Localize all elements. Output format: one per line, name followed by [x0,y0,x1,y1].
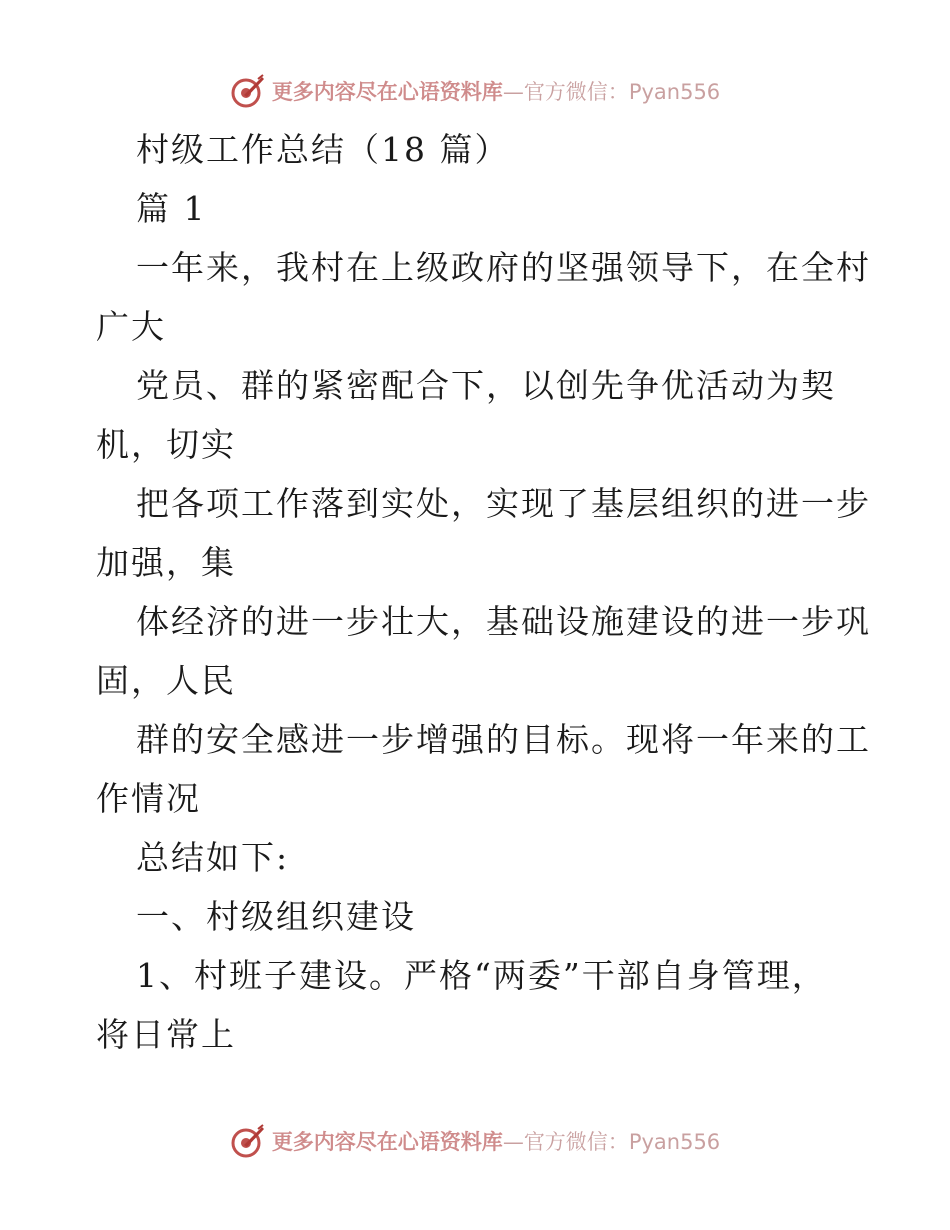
document-line: 篇 1 [136,189,207,228]
document-line: 一年来，我村在上级政府的坚强领导下，在全村 [136,248,871,287]
quill-logo-icon [230,1123,266,1159]
document-line: 将日常上 [96,1015,236,1054]
quill-logo-icon [230,73,266,109]
banner-text: 更多内容尽在心语资料库—官方微信：Pyan556 [271,1130,721,1154]
document-line: 机，切实 [96,425,236,464]
document-body [96,120,871,1064]
header-watermark-banner [0,71,950,111]
document-line: 体经济的进一步壮大，基础设施建设的进一步巩 [136,602,871,641]
document-line: 总结如下: [136,838,290,877]
document-line: 村级工作总结（18 篇） [136,130,510,169]
banner-text: 更多内容尽在心语资料库—官方微信：Pyan556 [271,80,721,104]
document-line: 党员、群的紧密配合下，以创先争优活动为契 [136,366,836,405]
document-line: 一、村级组织建设 [136,897,416,936]
document-line: 广大 [96,307,166,346]
document-line: 固，人民 [96,661,236,700]
document-line: 加强，集 [96,543,236,582]
footer-watermark-banner [0,1121,950,1161]
document-line: 1、村班子建设。严格“两委”干部自身管理， [136,956,827,995]
document-line: 把各项工作落到实处，实现了基层组织的进一步 [136,484,871,523]
document-line: 作情况 [96,779,201,818]
document-line: 群的安全感进一步增强的目标。现将一年来的工 [136,720,871,759]
